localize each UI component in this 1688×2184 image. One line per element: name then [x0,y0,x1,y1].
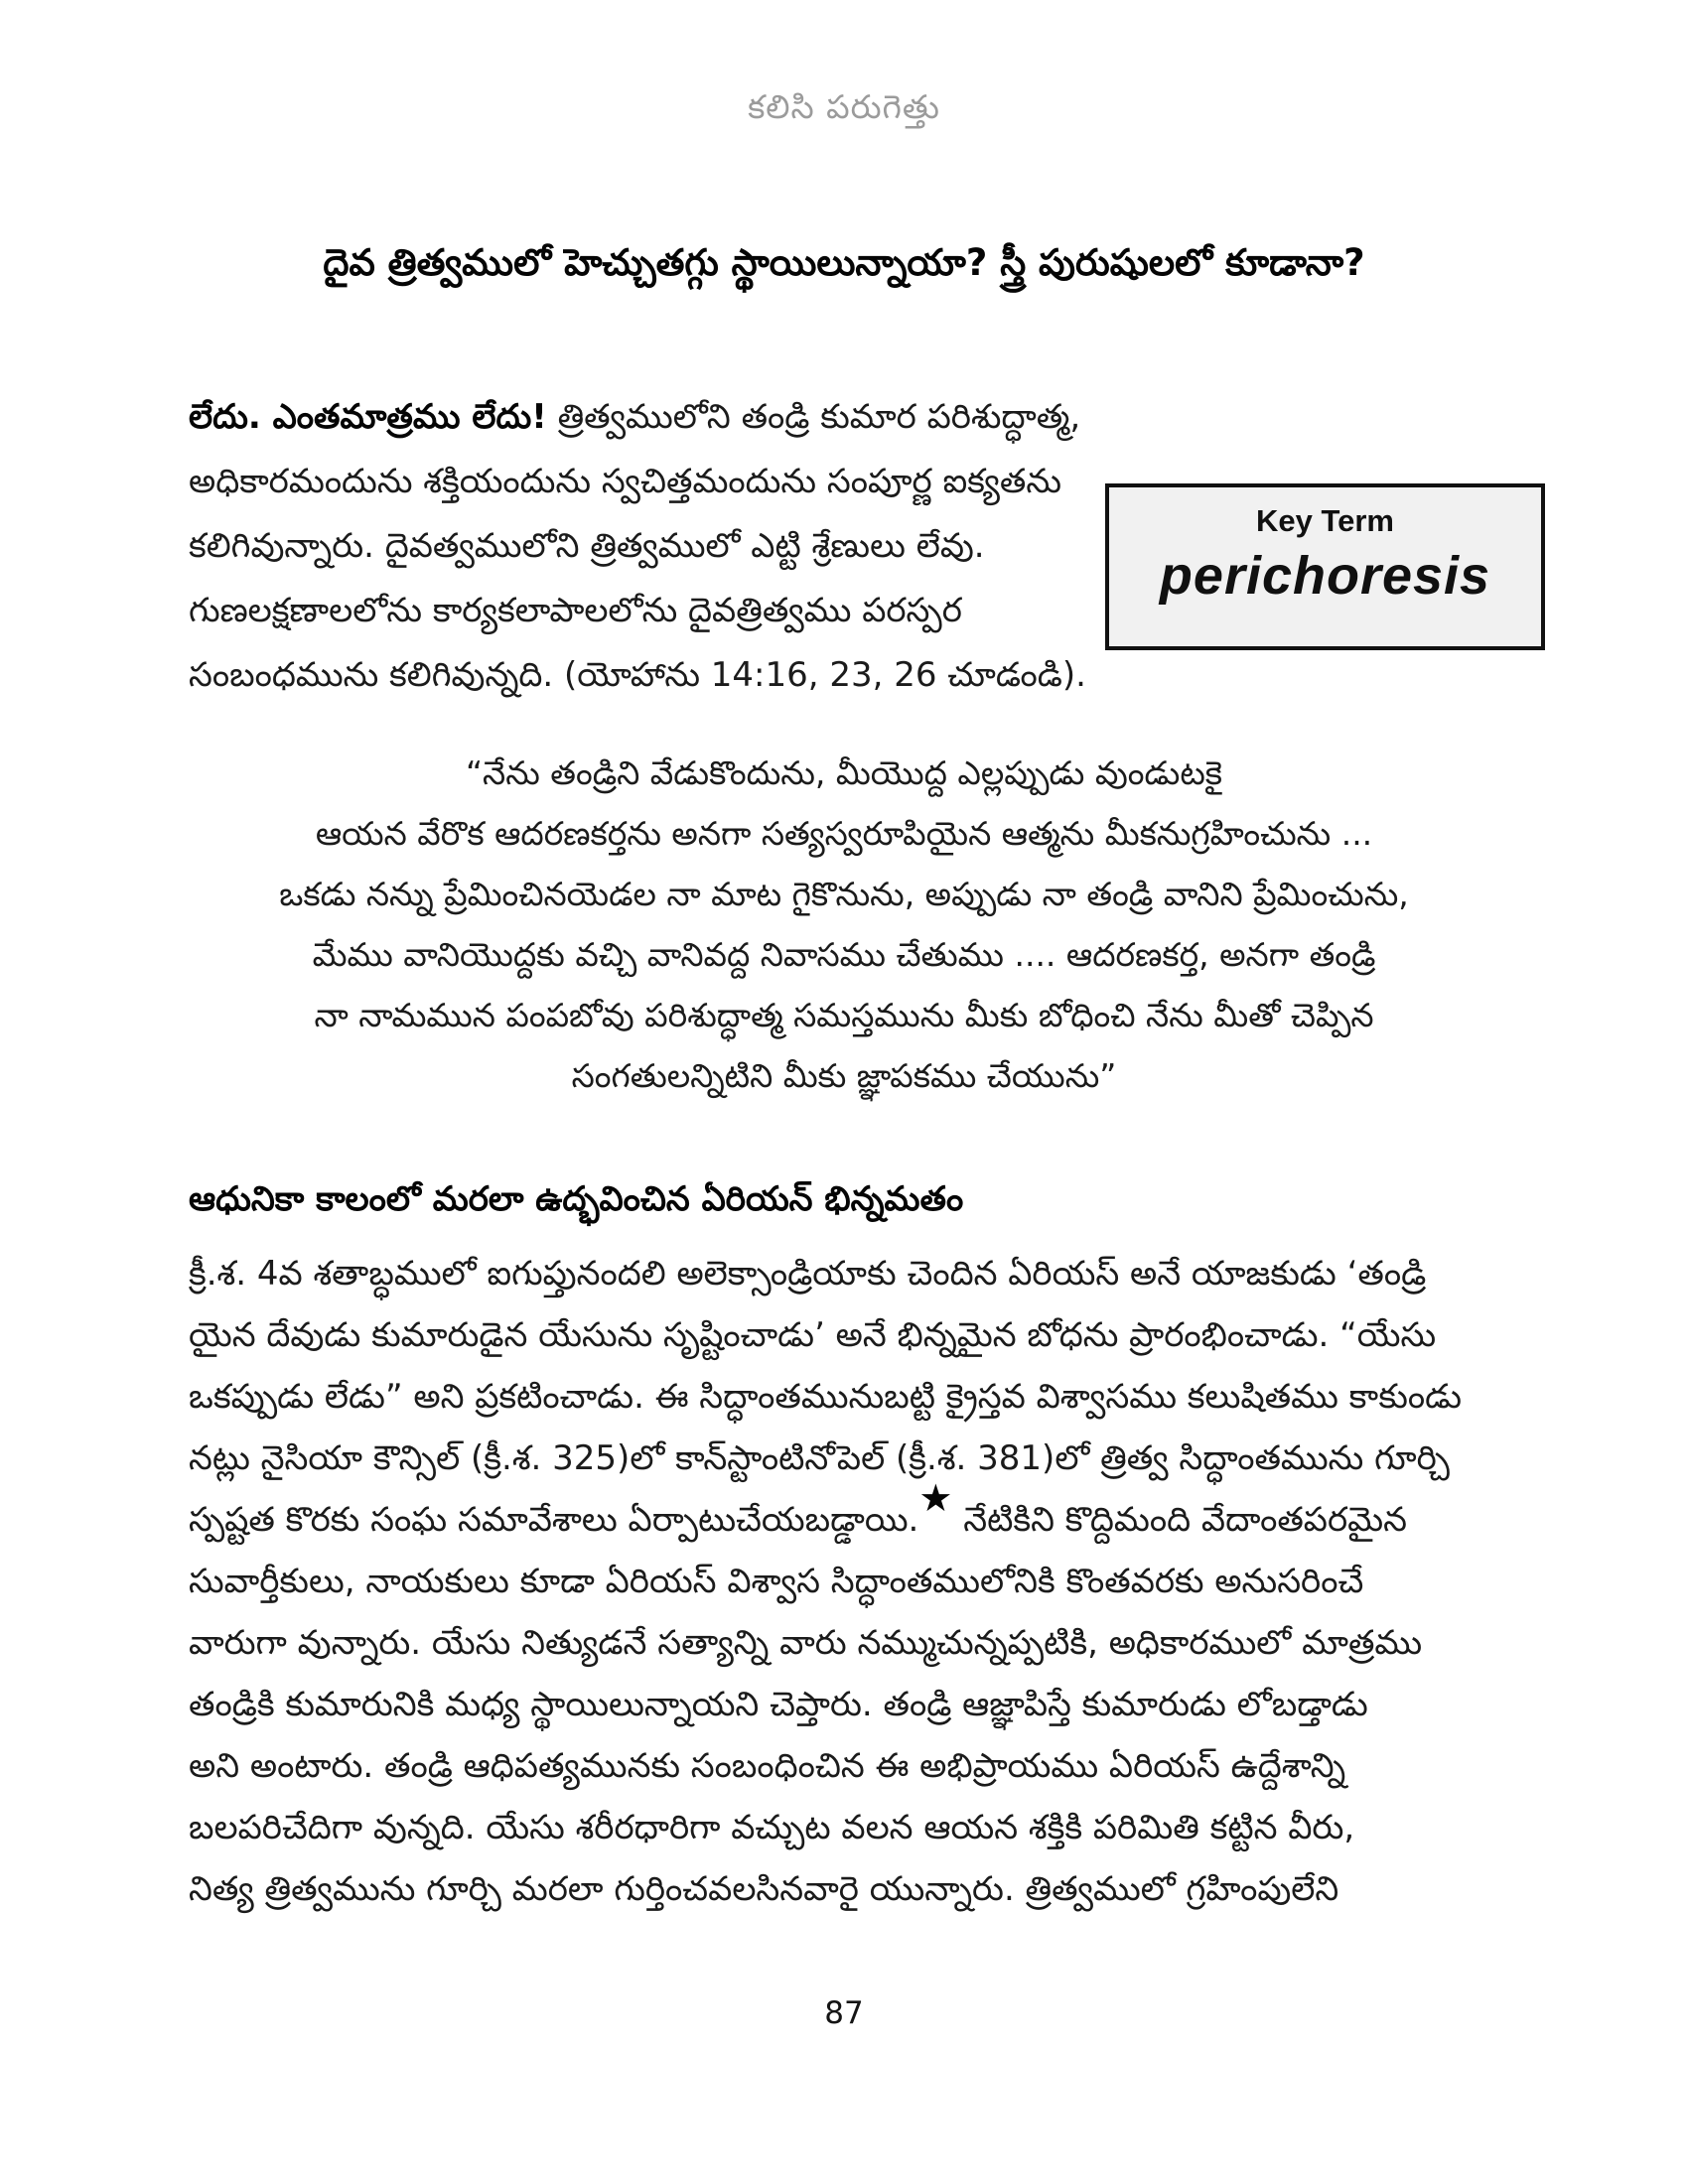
intro-paragraph [189,385,1142,708]
body-line: సువార్తీకులు, నాయకులు కూడా ఏరియస్ విశ్వాస సిద్ధాంతములోనికి కొంతవరకు అనుసరించే [189,1562,1364,1601]
body-line: నిత్య త్రిత్వమును గూర్చి మరలా గుర్తించవలసినవారై యున్నారు. త్రిత్వములో గ్రహింపులేని [189,1869,1339,1909]
body-line: నట్లు నైసియా కౌన్సిల్ (క్రీ.శ. 325)లో కాన్‌స్టాంటినోపెల్ (క్రీ.శ. 381)లో త్రిత్వ సిద్ధాంతమును గూర్చి [189,1438,1450,1478]
page-number: 87 [824,1995,864,2031]
body-line: బలపరిచేదిగా వున్నది. యేసు శరీరధారిగా వచ్చుట వలన ఆయన శక్తికి పరిమితి కట్టిన వీరు, [189,1808,1355,1847]
body-line: యైన దేవుడు కుమారుడైన యేసును సృష్టించాడు’ అనే భిన్నమైన బోధను ప్రారంభించాడు. “యేసు [189,1315,1437,1355]
quote-line: మేము వానియొద్దకు వచ్చి వానివద్ద నివాసము చేతుము .... ఆదరణకర్త, అనగా తండ్రి [312,935,1376,974]
quote-line: ఒకడు నన్ను ప్రేమించినయెడల నా మాట గైకొనును, అప్పుడు నా తండ్రి వానిని ప్రేమించును, [279,875,1409,913]
body-line-with-star [189,1475,1529,1551]
key-term-label: Key Term [1256,503,1394,538]
quote-line: సంగతులన్నిటిని మీకు జ్ఞాపకము చేయును” [571,1056,1117,1095]
intro-bold-lead: లేదు. ఎంతమాత్రము లేదు! [189,397,547,437]
intro-line: కలిగివున్నారు. దైవత్వములోని త్రిత్వములో ఎట్టి శ్రేణులు లేవు. [189,526,985,566]
body-line-before-star: స్పష్టత కొరకు సంఘ సమావేశాలు ఏర్పాటుచేయబడ్డాయి. [189,1500,919,1540]
body-line: వారుగా వున్నారు. యేసు నిత్యుడనే సత్యాన్ని వారు నమ్ముచున్నప్పటికి, అధికారములో మాత్రము [189,1623,1423,1663]
quote-line: “నేను తండ్రిని వేడుకొందును, మీయొద్ద ఎల్లప్పుడు వుండుటకై [465,753,1223,792]
body-line: క్రీ.శ. 4వ శతాబ్ధములో ఐగుప్తునందలి అలెక్సాండ్రియాకు చెందిన ఏరియస్ అనే యాజకుడు ‘తండ్రి [189,1254,1427,1294]
footnote-star-icon: ★ [918,1475,953,1520]
body-line: అని అంటారు. తండ్రి ఆధిపత్యమునకు సంబంధించిన ఈ అభిప్రాయము ఏరియస్ ఉద్దేశాన్ని [189,1746,1346,1786]
scripture-quote [99,743,1589,1106]
intro-line: అధికారమందును శక్తియందును స్వచిత్తమందును సంపూర్ణ ఐక్యతను [189,462,1061,501]
intro-line: గుణలక్షణాలలోను కార్యకలాపాలలోను దైవత్రిత్వము పరస్పర [189,591,962,630]
page-title: దైవ త్రిత్వములో హెచ్చుతగ్గు స్థాయిలున్నాయా? స్త్రీ పురుషులలో కూడానా? [323,241,1365,284]
running-header: కలిసి పరుగెత్తు [748,87,940,126]
quote-line: ఆయన వేరొక ఆదరణకర్తను అనగా సత్యస్వరూపియైన ఆత్మను మీకనుగ్రహించును ... [315,814,1373,853]
quote-line: నా నామమున పంపబోవు పరిశుద్ధాత్మ సమస్తమును మీకు బోధించి నేను మీతో చెప్పిన [314,996,1374,1034]
body-line-after-star: నేటికిని కొద్దిమంది వేదాంతపరమైన [952,1500,1407,1540]
key-term-word: perichoresis [1159,546,1491,606]
section-heading: ఆధునికా కాలంలో మరలా ఉద్భవించిన ఏరియన్ భిన్నమతం [189,1179,964,1219]
intro-line: సంబంధమును కలిగివున్నది. (యోహాను 14:16, 23, 26 చూడండి). [189,655,1086,695]
intro-line [189,385,1142,450]
body-paragraph [189,1243,1529,1920]
body-line: తండ్రికి కుమారునికి మధ్య స్థాయిలున్నాయని చెప్తారు. తండ్రి ఆజ్ఞాపిస్తే కుమారుడు లోబడ్తాడు [189,1685,1368,1724]
intro-line-rest: త్రిత్వములోని తండ్రి కుమార పరిశుద్ధాత్మ, [546,397,1081,437]
body-line: ఒకప్పుడు లేడు” అని ప్రకటించాడు. ఈ సిద్ధాంతమునుబట్టి క్రైస్తవ విశ్వాసము కలుషితము కాకుండు [189,1377,1463,1417]
key-term-box [1105,483,1545,650]
